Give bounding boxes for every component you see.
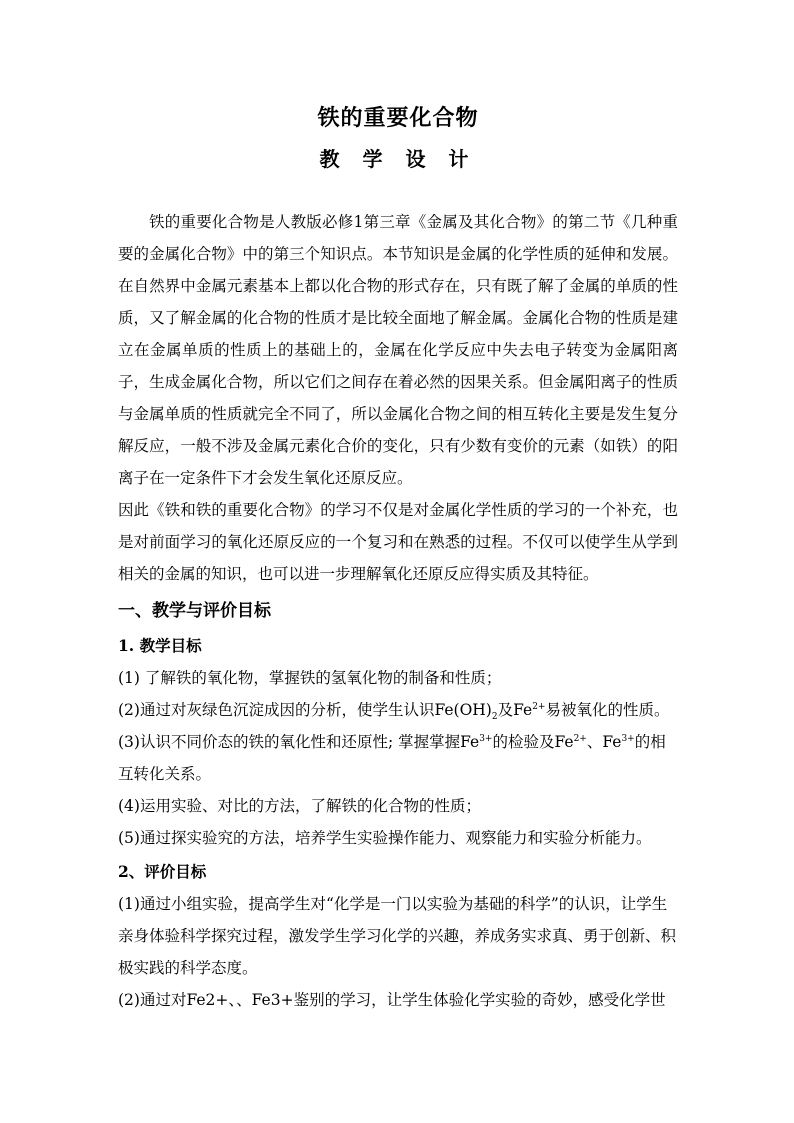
evaluation-goal-1: (1)通过小组实验，提高学生对“化学是一门以实验为基础的科学”的认识，让学生亲身体验科学探究过程，激发学生学习化学的兴趣，养成务实求真、勇于创新、积极实践的科学态度。 xyxy=(118,895,677,977)
document-title: 铁的重要化合物 xyxy=(317,105,479,131)
goal3-text-d: 的相互转化关系。 xyxy=(118,733,666,783)
goal3-superscript-2: 2+ xyxy=(573,733,587,744)
teaching-goal-4: (4)运用实验、对比的方法，了解铁的化合物的性质； xyxy=(118,797,481,815)
teaching-goal-2 xyxy=(118,694,678,726)
goal3-text-a: (3)认识不同价态的铁的氧化性和还原性; 掌握掌握Fe xyxy=(118,733,480,751)
goal3-text-b: 的检验及Fe xyxy=(492,733,574,751)
goal2-text-c: 易被氧化的性质。 xyxy=(545,701,670,719)
goal3-superscript-3: 3+ xyxy=(621,733,635,744)
goal2-text-b: 及Fe xyxy=(497,701,533,719)
teaching-goal-5: (5)通过探实验究的方法，培养学生实验操作能力、观察能力和实验分析能力。 xyxy=(118,829,652,847)
goal3-superscript-1: 3+ xyxy=(479,733,493,744)
teaching-goal-3 xyxy=(118,726,678,790)
goal2-superscript: 2+ xyxy=(532,701,546,712)
document-page xyxy=(118,100,678,1016)
teaching-goal-1: (1) 了解铁的氧化物，掌握铁的氢氧化物的制备和性质； xyxy=(118,669,502,687)
subheading-teaching-goals: 1. 教学目标 xyxy=(118,636,202,655)
goal2-subscript: 2 xyxy=(491,712,498,723)
subheading-evaluation-goals: 2、评价目标 xyxy=(118,862,207,881)
second-paragraph: 因此《铁和铁的重要化合物》的学习不仅是对金属化学性质的学习的一个补充，也是对前面学习的氧化还原反应的一个复习和在熟悉的过程。不仅可以使学生从学到相关的金属的知识，也可以进一步理解氧化还原反应得实质及其特征。 xyxy=(118,501,678,583)
goal2-text-a: (2)通过对灰绿色沉淀成因的分析，使学生认识Fe(OH) xyxy=(118,701,492,719)
intro-paragraph: 铁的重要化合物是人教版必修1第三章《金属及其化合物》的第二节《几种重要的金属化合物》中的第三个知识点。本节知识是金属的化学性质的延伸和发展。在自然界中金属元素基本上都以化合物的形式存在，只有既了解了金属的单质的性质，又了解金属的化合物的性质才是比较全面地了解金属。金属化合物的性质是建立在金属单质的性质上的基础上的，金属在化学反应中失去电子转变为金属阳离子，生成金属化合物，所以它们之间存在着必然的因果关系。但金属阳离子的性质与金属单质的性质就完全不同了，所以金属化合物之间的相互转化主要是发生复分解反应，一般不涉及金属元素化合价的变化，只有少数有变价的元素（如铁）的阳离子在一定条件下才会发生氧化还原反应。 xyxy=(118,213,678,487)
evaluation-goal-2: (2)通过对Fe2+、、Fe3+鉴别的学习，让学生体验化学实验的奇妙，感受化学世 xyxy=(118,991,666,1009)
goal3-text-c: 、Fe xyxy=(586,733,622,751)
document-subtitle: 教 学 设 计 xyxy=(319,147,477,171)
section-heading-objectives: 一、教学与评价目标 xyxy=(118,601,271,621)
